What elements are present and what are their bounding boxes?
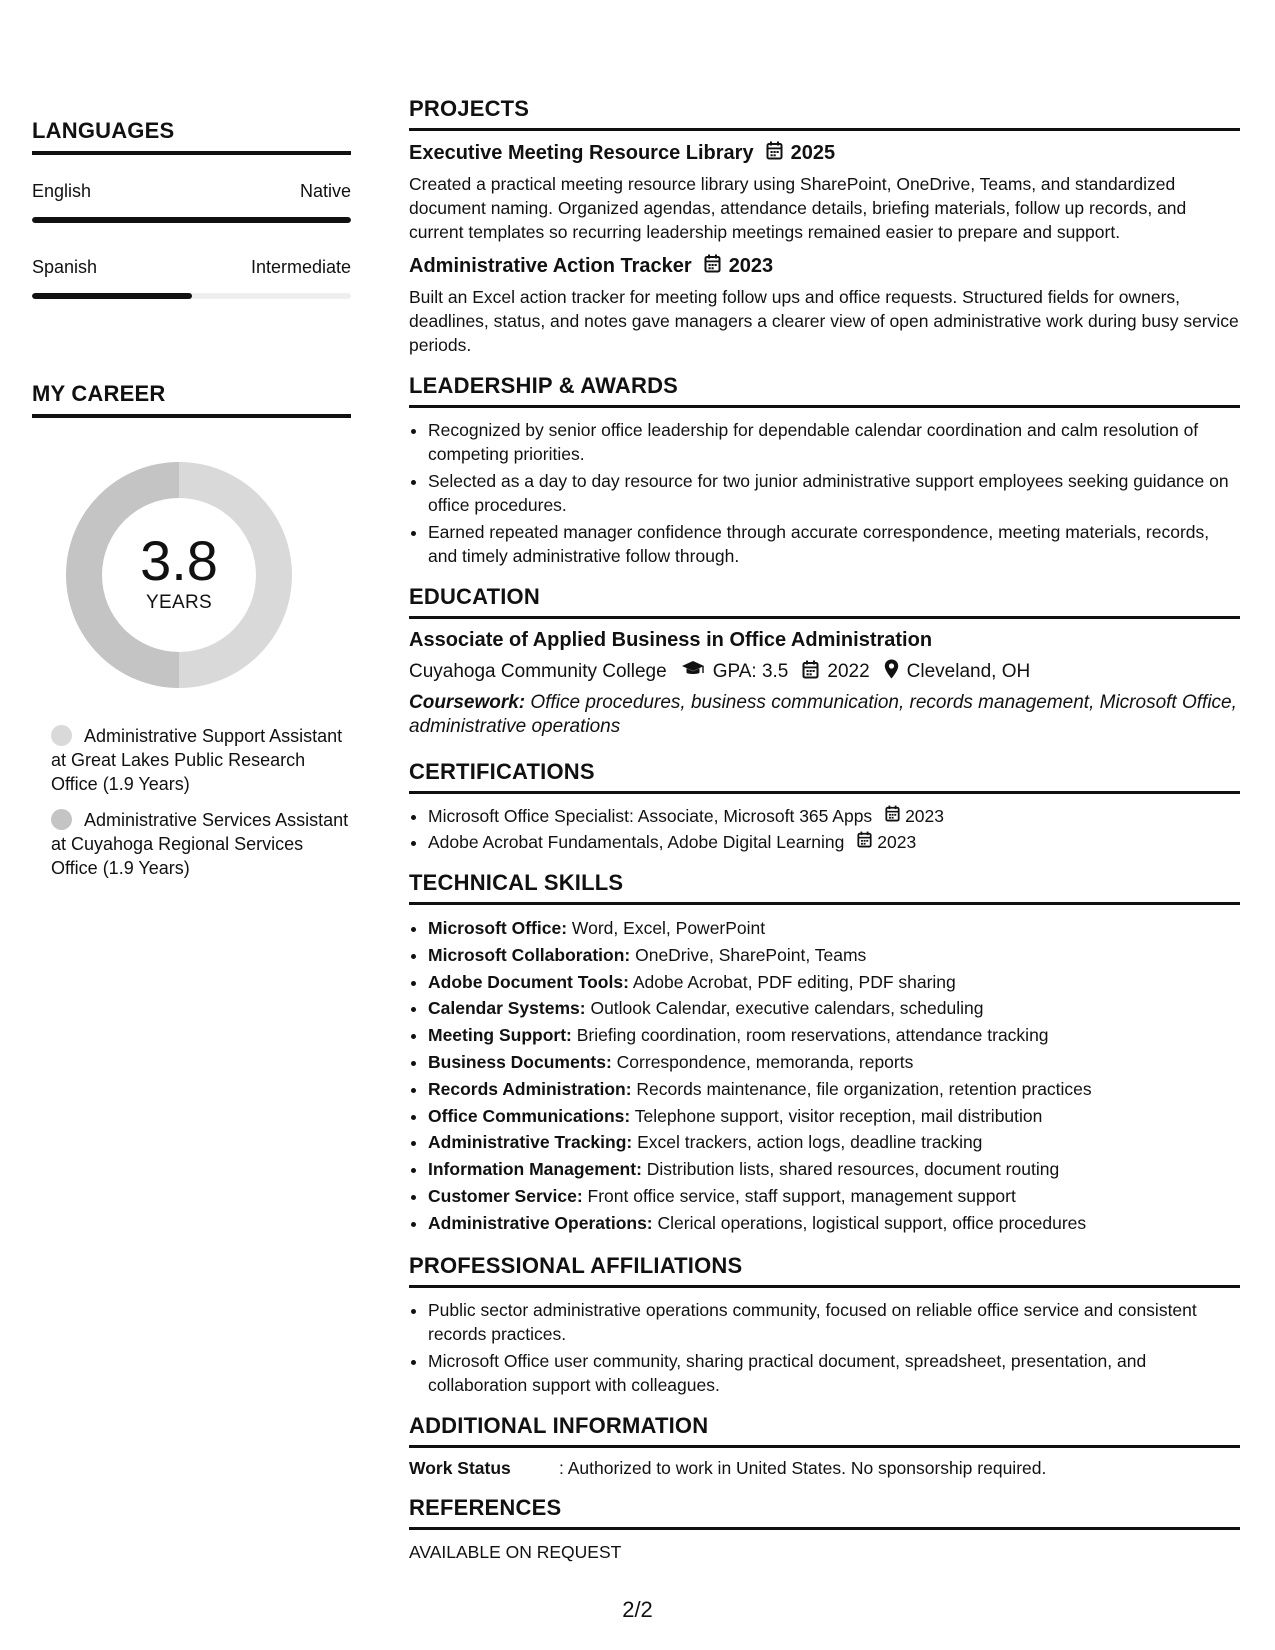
language-item: [32, 181, 351, 223]
main-column: [409, 96, 1240, 1579]
projects-section: [409, 96, 1240, 357]
skill-label: Records Administration:: [428, 1078, 632, 1099]
skill-label: Adobe Document Tools:: [428, 971, 629, 992]
work-status-row: [409, 1458, 1240, 1479]
skill-value: Clerical operations, logistical support, office procedures: [657, 1212, 1087, 1233]
skill-label: Administrative Operations:: [428, 1212, 653, 1233]
skill-item: [428, 942, 1240, 969]
project-name: Executive Meeting Resource Library: [409, 142, 754, 164]
skill-label: Business Documents:: [428, 1051, 612, 1072]
sidebar: [32, 118, 351, 892]
certification-item: [428, 830, 1240, 854]
additional-title: ADDITIONAL INFORMATION: [409, 1413, 1240, 1448]
project-description: Created a practical meeting resource library using SharePoint, OneDrive, Teams, and standardized document naming. Organized agendas, attendance details, briefing materials, follow up records, and current templates so recurring leadership meetings remained easier to prepare and support.: [409, 174, 1187, 242]
education-location: Cleveland, OH: [906, 661, 1031, 682]
work-status-label: Work Status: [409, 1457, 511, 1478]
coursework-text: Office procedures, business communication, records management, Microsoft Office, administrative operations: [409, 692, 1237, 737]
language-level: Intermediate: [250, 257, 351, 277]
education-school: Cuyahoga Community College: [409, 661, 667, 682]
certifications-section: [409, 759, 1240, 854]
location-pin-icon: [884, 659, 899, 685]
skill-item: [428, 1103, 1240, 1130]
language-name: Spanish: [32, 257, 98, 277]
language-item: [32, 257, 351, 299]
project-year: 2023: [728, 255, 774, 277]
education-section: [409, 584, 1240, 739]
certification-name: Microsoft Office Specialist: Associate, Microsoft 365 Apps: [428, 806, 873, 826]
project-description: Built an Excel action tracker for meeting follow ups and office requests. Structured fields for owners, deadlines, status, and notes gave managers a clearer view of open administrative work during busy service periods.: [409, 287, 1239, 355]
calendar-icon: [802, 660, 819, 685]
career-list: [32, 724, 351, 880]
calendar-icon: [857, 830, 872, 854]
leadership-section: [409, 373, 1240, 568]
calendar-icon: [704, 254, 721, 279]
skill-item: [428, 1183, 1240, 1210]
leadership-item: • Selected as a day to day resource for two junior administrative support employees seeking guidance on office procedures.: [428, 469, 1240, 517]
skill-item: [428, 915, 1240, 942]
leadership-item: • Recognized by senior office leadership for dependable calendar coordination and calm resolution of competing priorities.: [428, 418, 1240, 466]
skill-value: Word, Excel, PowerPoint: [571, 918, 766, 938]
skill-value: OneDrive, SharePoint, Teams: [635, 944, 867, 965]
coursework-label: Coursework:: [409, 692, 526, 713]
education-meta: [409, 659, 1240, 685]
career-item-text: Administrative Services Assistant at Cuyahoga Regional Services Office (1.9 Years): [51, 810, 349, 878]
career-item: [51, 724, 351, 796]
career-donut-chart: [66, 462, 292, 688]
skill-value: Excel trackers, action logs, deadline tracking: [637, 1132, 983, 1153]
skill-value: Briefing coordination, room reservations, attendance tracking: [576, 1025, 1049, 1046]
skill-item: [428, 1022, 1240, 1049]
skill-item: [428, 995, 1240, 1022]
project-year: 2025: [790, 142, 836, 164]
career-years-unit: YEARS: [146, 592, 212, 613]
page-number: 2/2: [622, 1597, 653, 1622]
language-proficiency-fill: [32, 217, 351, 223]
career-total-years: 3.8: [140, 529, 218, 592]
education-year: 2022: [827, 661, 870, 682]
skill-value: Records maintenance, file organization, retention practices: [636, 1078, 1092, 1099]
calendar-icon: [885, 804, 900, 828]
languages-title: LANGUAGES: [32, 118, 351, 155]
certification-year: 2023: [877, 832, 917, 852]
skill-label: Customer Service:: [428, 1185, 583, 1206]
skill-item: [428, 1210, 1240, 1237]
skill-label: Information Management:: [428, 1159, 642, 1180]
graduation-cap-icon: [681, 660, 705, 684]
references-text: AVAILABLE ON REQUEST: [409, 1541, 622, 1562]
skill-label: Calendar Systems:: [428, 998, 586, 1019]
education-title: EDUCATION: [409, 584, 1240, 619]
calendar-icon: [766, 141, 783, 166]
education-degree: Associate of Applied Business in Office Administration: [409, 629, 933, 651]
references-section: [409, 1495, 1240, 1563]
skills-title: TECHNICAL SKILLS: [409, 870, 1240, 905]
skill-value: Outlook Calendar, executive calendars, scheduling: [590, 998, 984, 1019]
references-title: REFERENCES: [409, 1495, 1240, 1530]
skill-item: [428, 969, 1240, 996]
skill-item: [428, 1076, 1240, 1103]
career-legend-dot: [51, 809, 72, 830]
affiliations-section: [409, 1253, 1240, 1397]
project-item: [409, 141, 1240, 244]
leadership-title: LEADERSHIP & AWARDS: [409, 373, 1240, 408]
project-item: [409, 254, 1240, 357]
skill-value: Front office service, staff support, management support: [587, 1185, 1016, 1206]
additional-section: [409, 1413, 1240, 1479]
skill-value: Distribution lists, shared resources, document routing: [646, 1159, 1060, 1180]
project-name: Administrative Action Tracker: [409, 255, 692, 277]
skill-value: Telephone support, visitor reception, mail distribution: [634, 1105, 1043, 1126]
career-title: MY CAREER: [32, 381, 351, 418]
language-level: Native: [299, 181, 351, 201]
skills-section: [409, 870, 1240, 1237]
projects-title: PROJECTS: [409, 96, 1240, 131]
career-item-text: Administrative Support Assistant at Great Lakes Public Research Office (1.9 Years): [51, 726, 343, 794]
affiliations-title: PROFESSIONAL AFFILIATIONS: [409, 1253, 1240, 1288]
career-item: [51, 808, 351, 880]
skill-item: [428, 1049, 1240, 1076]
education-coursework: [409, 691, 1240, 739]
education-gpa: GPA: 3.5: [712, 661, 789, 682]
language-proficiency-fill: [32, 293, 192, 299]
certification-name: Adobe Acrobat Fundamentals, Adobe Digital Learning: [428, 832, 845, 852]
affiliation-item: • Public sector administrative operations community, focused on reliable office service and consistent records practices.: [428, 1298, 1240, 1346]
skill-item: [428, 1156, 1240, 1183]
skill-label: Microsoft Office:: [428, 918, 568, 938]
affiliation-item: • Microsoft Office user community, sharing practical document, spreadsheet, presentation, and collaboration support with colleagues.: [428, 1349, 1240, 1397]
language-proficiency-bar: [32, 217, 351, 223]
skill-item: [428, 1129, 1240, 1156]
skill-label: Microsoft Collaboration:: [428, 944, 631, 965]
skill-label: Administrative Tracking:: [428, 1132, 633, 1153]
skill-label: Office Communications:: [428, 1105, 631, 1126]
skill-value: Adobe Acrobat, PDF editing, PDF sharing: [632, 971, 956, 992]
certifications-title: CERTIFICATIONS: [409, 759, 1240, 794]
certification-year: 2023: [905, 806, 944, 826]
leadership-item: • Earned repeated manager confidence through accurate correspondence, meeting materials, records, and timely administrative follow through.: [428, 520, 1240, 568]
language-name: English: [32, 181, 92, 201]
skill-value: Correspondence, memoranda, reports: [616, 1051, 914, 1072]
language-proficiency-bar: [32, 293, 351, 299]
skill-label: Meeting Support:: [428, 1025, 572, 1046]
career-legend-dot: [51, 725, 72, 746]
work-status-value: : Authorized to work in United States. No sponsorship required.: [559, 1457, 1047, 1478]
certification-item: [428, 804, 1240, 828]
